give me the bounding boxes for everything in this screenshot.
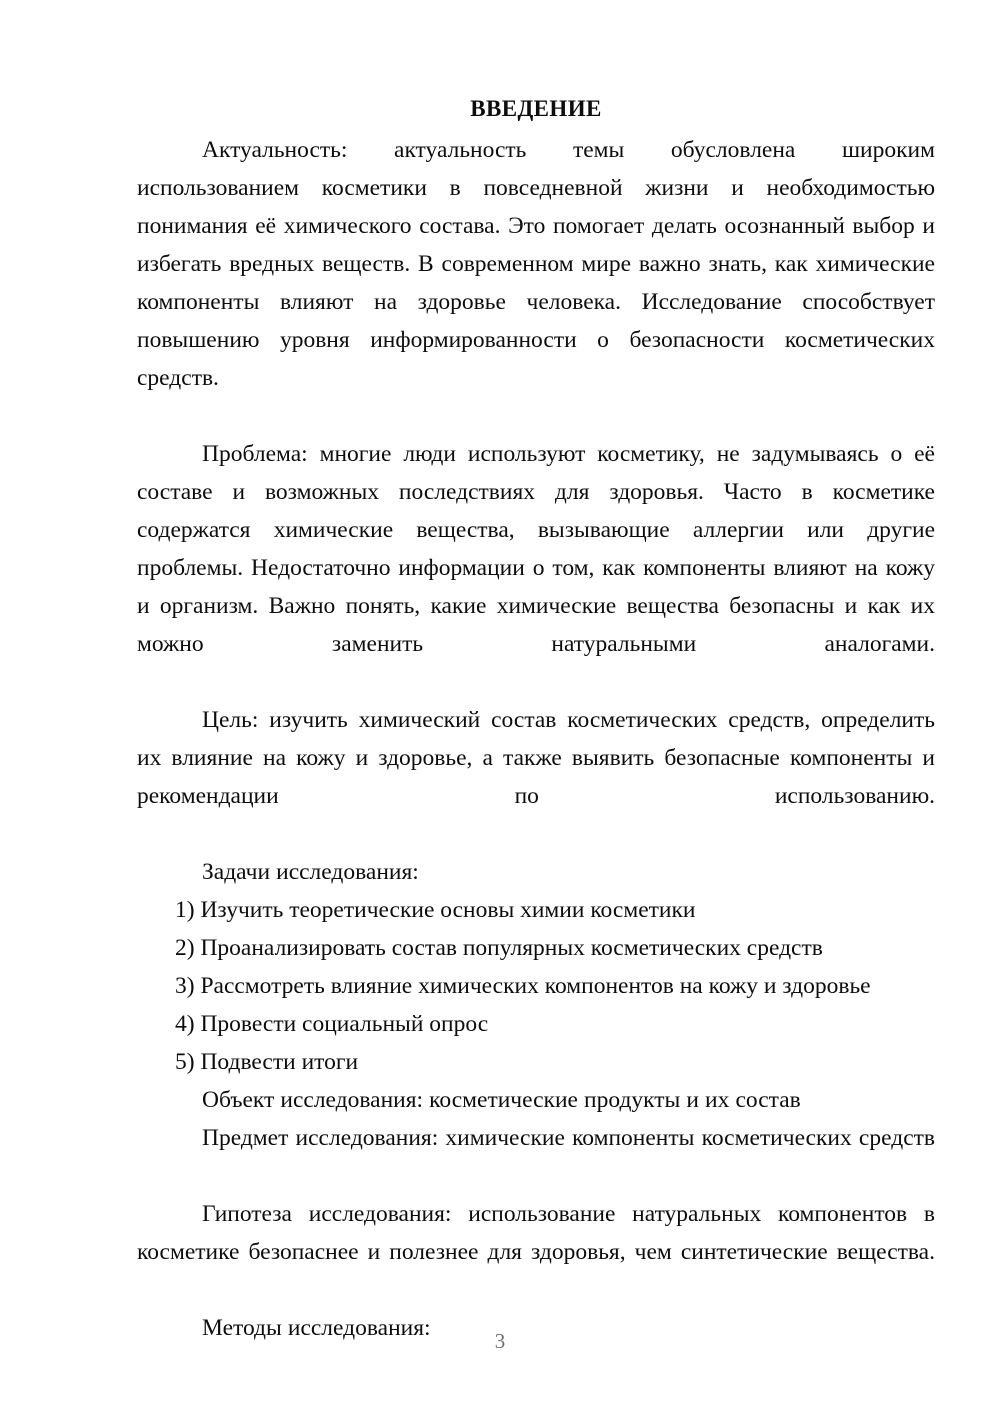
paragraph-hypothesis: Гипотеза исследования: использование натуральных компонентов в косметике безопаснее и полезнее для здоровья, чем синтетические вещества. [137,1201,935,1265]
list-item: 3) Рассмотреть влияние химических компонентов на кожу и здоровье [175,973,871,999]
heading-tasks: Задачи исследования: [202,859,419,885]
list-item: 4) Провести социальный опрос [175,1011,489,1037]
paragraph-problem: Проблема: многие люди используют косметику, не задумываясь о её составе и возможных последствиях для здоровья. Часто в косметике содержатся химические вещества, вызывающие аллергии или другие проблемы. Недостаточно информации о том, как компоненты влияют на кожу и организм. Важно понять, какие химические вещества безопасны и как их можно заменить натуральными аналогами. [137,441,935,657]
paragraph-object: Объект исследования: косметические продукты и их состав [202,1087,801,1113]
list-item: 1) Изучить теоретические основы химии косметики [175,897,696,923]
heading-methods: Методы исследования: [202,1315,431,1341]
paragraph-goal: Цель: изучить химический состав косметических средств, определить их влияние на кожу и здоровье, а также выявить безопасные компоненты и рекомендации по использованию. [137,707,935,809]
page-number: 3 [494,1329,506,1353]
list-item: 5) Подвести итоги [175,1049,359,1075]
tasks-list [137,891,935,1081]
list-item: 2) Проанализировать состав популярных косметических средств [175,935,823,961]
paragraph-relevance: Актуальность: актуальность темы обусловлена широким использованием косметики в повседневной жизни и необходимостью понимания её химического состава. Это помогает делать осознанный выбор и избегать вредных веществ. В современном мире важно знать, как химические компоненты влияют на здоровье человека. Исследование способствует повышению уровня информированности о безопасности косметических средств. [137,137,935,391]
paragraph-subject: Предмет исследования: химические компоненты косметических средств [202,1125,935,1151]
page-content [137,92,935,1347]
page-title: ВВЕДЕНИЕ [470,96,602,121]
